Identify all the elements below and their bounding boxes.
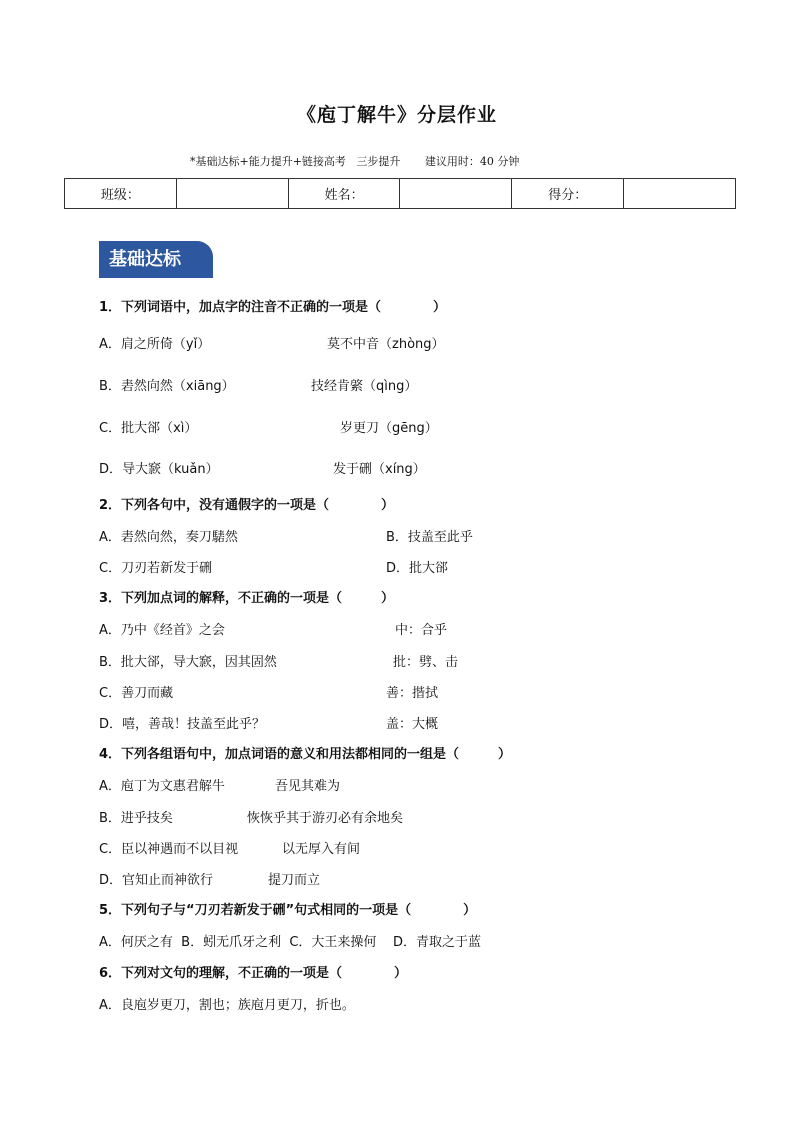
q6-option-a: A．良庖岁更刀，割也；族庖月更刀，折也。 xyxy=(99,998,355,1013)
q3-option-c-right: 善：揩拭 xyxy=(386,686,439,701)
q1-option-d-right: 发于硎（xíng） xyxy=(333,462,426,477)
q3-option-d-right: 盖：大概 xyxy=(386,717,439,732)
q1-option-d-left: D．导大窾（kuǎn） xyxy=(99,462,219,477)
q2-option-d: D．批大郤 xyxy=(386,561,449,576)
q3-option-c-left: C．善刀而藏 xyxy=(99,686,174,701)
q4-option-d-right: 提刀而立 xyxy=(268,873,321,888)
q1-option-b-right: 技经肯綮（qìng） xyxy=(311,379,418,394)
question-1-stem: 1．下列词语中，加点字的注音不正确的一项是（ ） xyxy=(99,300,447,315)
question-6-stem: 6．下列对文句的理解，不正确的一项是（ ） xyxy=(99,966,408,981)
q3-option-b-right: 批：劈、击 xyxy=(393,655,459,670)
score-label: 得分： xyxy=(512,179,624,209)
q1-option-b-left: B．砉然向然（xiāng） xyxy=(99,379,235,394)
question-5-stem: 5．下列句子与“刀刃若新发于硎”句式相同的一项是（ ） xyxy=(99,903,477,918)
score-field[interactable] xyxy=(624,179,736,209)
document-subtitle: *基础达标+能力提升+链接高考 三步提升 建议用时：40 分钟 xyxy=(190,155,520,168)
section-heading: 基础达标 xyxy=(99,241,213,278)
class-field[interactable] xyxy=(176,179,288,209)
question-3-stem: 3．下列加点词的解释，不正确的一项是（ ） xyxy=(99,591,395,606)
q1-option-a-left: A．肩之所倚（yǐ） xyxy=(99,337,211,352)
student-info-table xyxy=(64,178,736,209)
q1-option-c-right: 岁更刀（gēng） xyxy=(340,421,438,436)
q3-option-a-left: A．乃中《经首》之会 xyxy=(99,623,225,638)
q2-option-b: B．技盖至此乎 xyxy=(386,530,473,545)
q1-option-c-left: C．批大郤（xì） xyxy=(99,421,198,436)
q4-option-a-left: A．庖丁为文惠君解牛 xyxy=(99,779,225,794)
q3-option-a-right: 中：合乎 xyxy=(395,623,448,638)
q2-option-c: C．刀刃若新发于硎 xyxy=(99,561,213,576)
q4-option-c-right: 以无厚入有间 xyxy=(282,842,361,857)
q2-option-a: A．砉然向然，奏刀騞然 xyxy=(99,530,238,545)
name-label: 姓名： xyxy=(288,179,400,209)
q1-option-a-right: 莫不中音（zhòng） xyxy=(327,337,445,352)
document-title: 《庖丁解牛》分层作业 xyxy=(296,104,497,126)
q5-options: A．何厌之有 B．蚓无爪牙之利 C．大王来操何 D．青取之于蓝 xyxy=(99,935,481,950)
class-label: 班级： xyxy=(65,179,177,209)
q4-option-d-left: D．官知止而神欲行 xyxy=(99,873,214,888)
q3-option-d-left: D．嘻，善哉！技盖至此乎？ xyxy=(99,717,266,732)
name-field[interactable] xyxy=(400,179,512,209)
q4-option-b-right: 恢恢乎其于游刃必有余地矣 xyxy=(247,811,404,826)
q4-option-b-left: B．进乎技矣 xyxy=(99,811,173,826)
q3-option-b-left: B．批大郤，导大窾，因其固然 xyxy=(99,655,277,670)
question-4-stem: 4．下列各组语句中，加点词语的意义和用法都相同的一组是（ ） xyxy=(99,747,512,762)
question-2-stem: 2．下列各句中，没有通假字的一项是（ ） xyxy=(99,498,395,513)
q4-option-a-right: 吾见其难为 xyxy=(275,779,341,794)
q4-option-c-left: C．臣以神遇而不以目视 xyxy=(99,842,239,857)
